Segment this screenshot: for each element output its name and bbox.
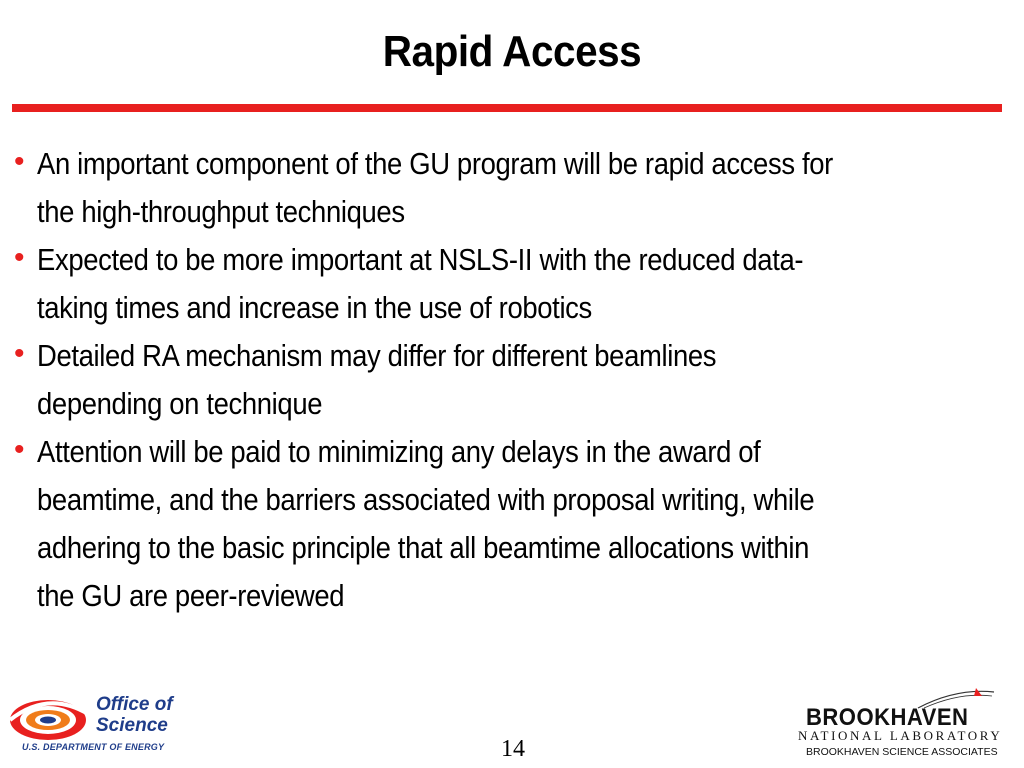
page-number: 14 bbox=[501, 736, 525, 762]
bullet-line: An important component of the GU program will be rapid access for bbox=[37, 147, 833, 181]
doe-logo-subtitle: U.S. DEPARTMENT OF ENERGY bbox=[22, 742, 165, 752]
bullet-item bbox=[8, 140, 1024, 236]
bullet-line: the GU are peer-reviewed bbox=[37, 579, 345, 613]
bullet-text bbox=[37, 332, 1018, 428]
bullet-line: beamtime, and the barriers associated with proposal writing, while bbox=[37, 483, 815, 517]
bullet-dot-icon: • bbox=[14, 337, 25, 370]
brookhaven-associates: BROOKHAVEN SCIENCE ASSOCIATES bbox=[806, 746, 998, 758]
brookhaven-lab: NATIONAL LABORATORY bbox=[798, 728, 1003, 743]
bullet-dot-icon: • bbox=[14, 241, 25, 274]
doe-logo-text bbox=[96, 694, 173, 736]
bullet-text bbox=[37, 140, 1018, 236]
doe-logo-line2: Science bbox=[96, 715, 168, 736]
bullet-line: the high-throughput techniques bbox=[37, 195, 405, 229]
bullet-line: Detailed RA mechanism may differ for different beamlines bbox=[37, 339, 717, 373]
bullet-item bbox=[8, 236, 1024, 332]
bullet-text bbox=[37, 428, 1018, 620]
title-underline bbox=[12, 104, 1002, 112]
bullet-item bbox=[8, 332, 1024, 428]
bullet-line: depending on technique bbox=[37, 387, 323, 421]
brookhaven-name: BROOKHAVEN bbox=[806, 704, 969, 731]
doe-office-of-science-logo bbox=[8, 690, 213, 756]
bullet-line: taking times and increase in the use of robotics bbox=[37, 291, 592, 325]
bullet-list bbox=[8, 140, 1024, 620]
bullet-line: Expected to be more important at NSLS-II with the reduced data- bbox=[37, 243, 804, 277]
slide-title: Rapid Access bbox=[382, 27, 642, 76]
brookhaven-logo bbox=[796, 686, 1016, 766]
bullet-line: adhering to the basic principle that all beamtime allocations within bbox=[37, 531, 810, 565]
bullet-dot-icon: • bbox=[14, 433, 25, 466]
bullet-dot-icon: • bbox=[14, 145, 25, 178]
bullet-text bbox=[37, 236, 1018, 332]
bullet-line: Attention will be paid to minimizing any delays in the award of bbox=[37, 435, 761, 469]
doe-logo-line1: Office of bbox=[96, 694, 173, 715]
doe-swirl-icon bbox=[8, 694, 94, 744]
bullet-item bbox=[8, 428, 1024, 620]
